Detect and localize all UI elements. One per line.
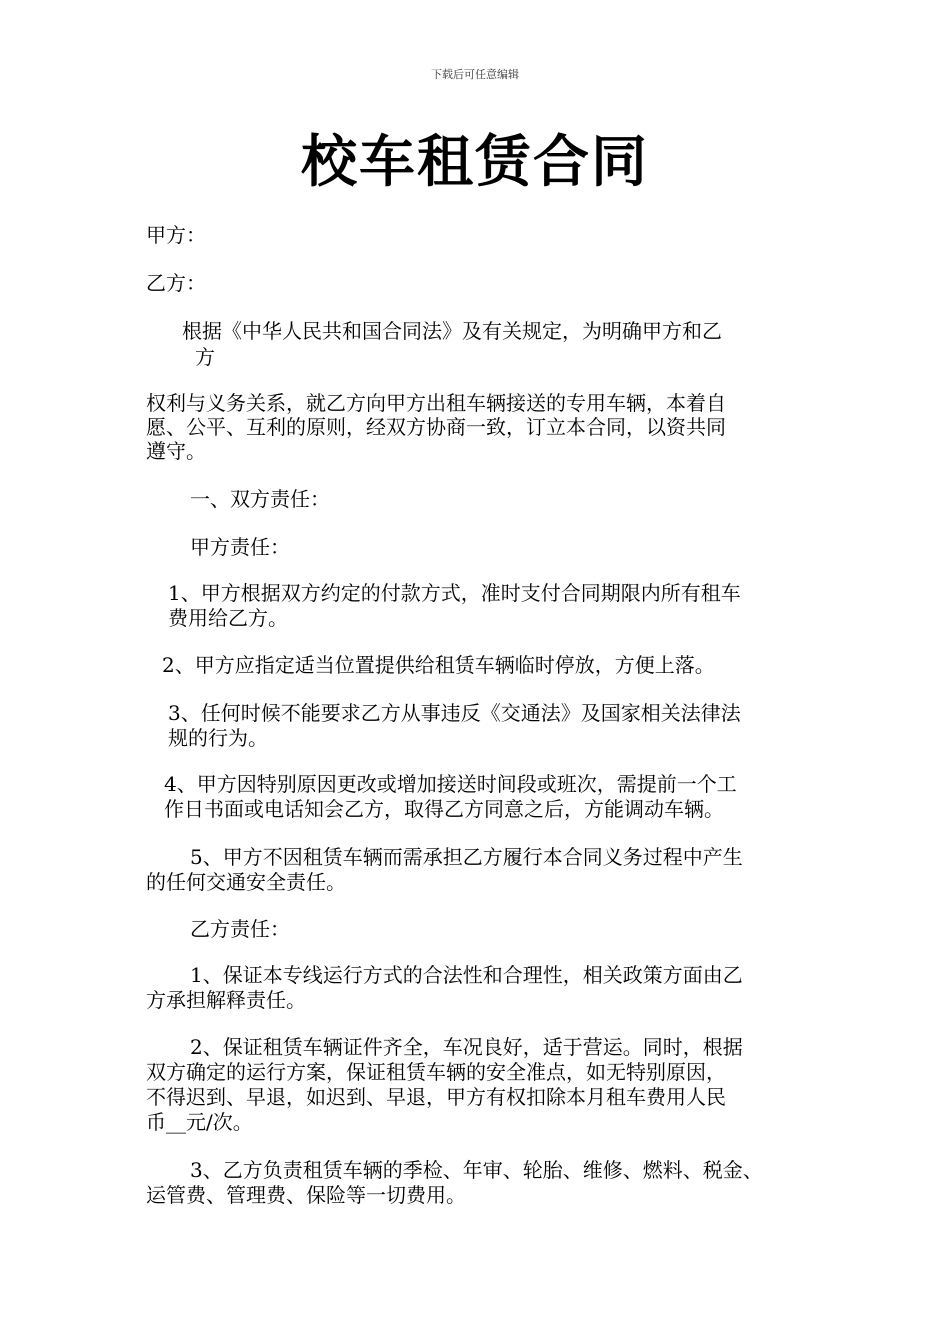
intro-line-1: 根据《中华人民共和国合同法》及有关规定，为明确甲方和乙 <box>182 319 722 343</box>
party-a-duty-5-line-2: 的任何交通安全责任。 <box>146 870 346 894</box>
section-1-heading: 一、双方责任： <box>190 487 330 511</box>
intro-para-line-3: 遵守。 <box>146 439 206 463</box>
party-b-duty-1-line-2: 方承担解释责任。 <box>146 988 306 1012</box>
document-title: 校车租赁合同 <box>301 129 649 195</box>
party-b-duty-heading: 乙方责任： <box>190 917 290 941</box>
party-a-duty-1-line-2: 费用给乙方。 <box>168 606 288 630</box>
party-a-duty-3-line-2: 规的行为。 <box>168 726 268 750</box>
party-b-duty-2-line-2: 双方确定的运行方案，保证租赁车辆的安全准点，如无特别原因， <box>146 1060 726 1084</box>
party-a-duty-1-line-1: 1、甲方根据双方约定的付款方式，准时支付合同期限内所有租车 <box>168 581 741 605</box>
party-a-duty-heading: 甲方责任： <box>190 535 290 559</box>
party-b-duty-3-line-2: 运管费、管理费、保险等一切费用。 <box>146 1183 466 1207</box>
party-a-duty-4-line-1: 4、甲方因特别原因更改或增加接送时间段或班次，需提前一个工 <box>164 772 737 796</box>
party-b-duty-2-line-3: 不得迟到、早退，如迟到、早退，甲方有权扣除本月租车费用人民 <box>146 1085 726 1109</box>
party-a-duty-4-line-2: 作日书面或电话知会乙方，取得乙方同意之后，方能调动车辆。 <box>164 797 724 821</box>
intro-para-line-2: 愿、公平、互利的原则，经双方协商一致，订立本合同，以资共同 <box>146 415 726 439</box>
party-a-duty-3-line-1: 3、任何时候不能要求乙方从事违反《交通法》及国家相关法律法 <box>168 701 741 725</box>
party-b-duty-2-line-1: 2、保证租赁车辆证件齐全，车况良好，适于营运。同时，根据 <box>190 1035 743 1059</box>
party-b-label: 乙方： <box>146 271 206 295</box>
intro-line-2: 方 <box>195 345 215 369</box>
party-a-duty-5-line-1: 5、甲方不因租赁车辆而需承担乙方履行本合同义务过程中产生 <box>190 845 743 869</box>
party-b-duty-1-line-1: 1、保证本专线运行方式的合法性和合理性，相关政策方面由乙 <box>190 963 743 987</box>
party-a-duty-2-line-1: 2、甲方应指定适当位置提供给租赁车辆临时停放，方便上落。 <box>162 653 715 677</box>
party-a-label: 甲方： <box>146 223 206 247</box>
intro-para-line-1: 权利与义务关系，就乙方向甲方出租车辆接送的专用车辆，本着自 <box>146 391 726 415</box>
header-note: 下载后可任意编辑 <box>431 68 519 81</box>
party-b-duty-2-line-4: 币__元/次。 <box>146 1110 253 1134</box>
party-b-duty-3-line-1: 3、乙方负责租赁车辆的季检、年审、轮胎、维修、燃料、税金、 <box>190 1158 763 1182</box>
